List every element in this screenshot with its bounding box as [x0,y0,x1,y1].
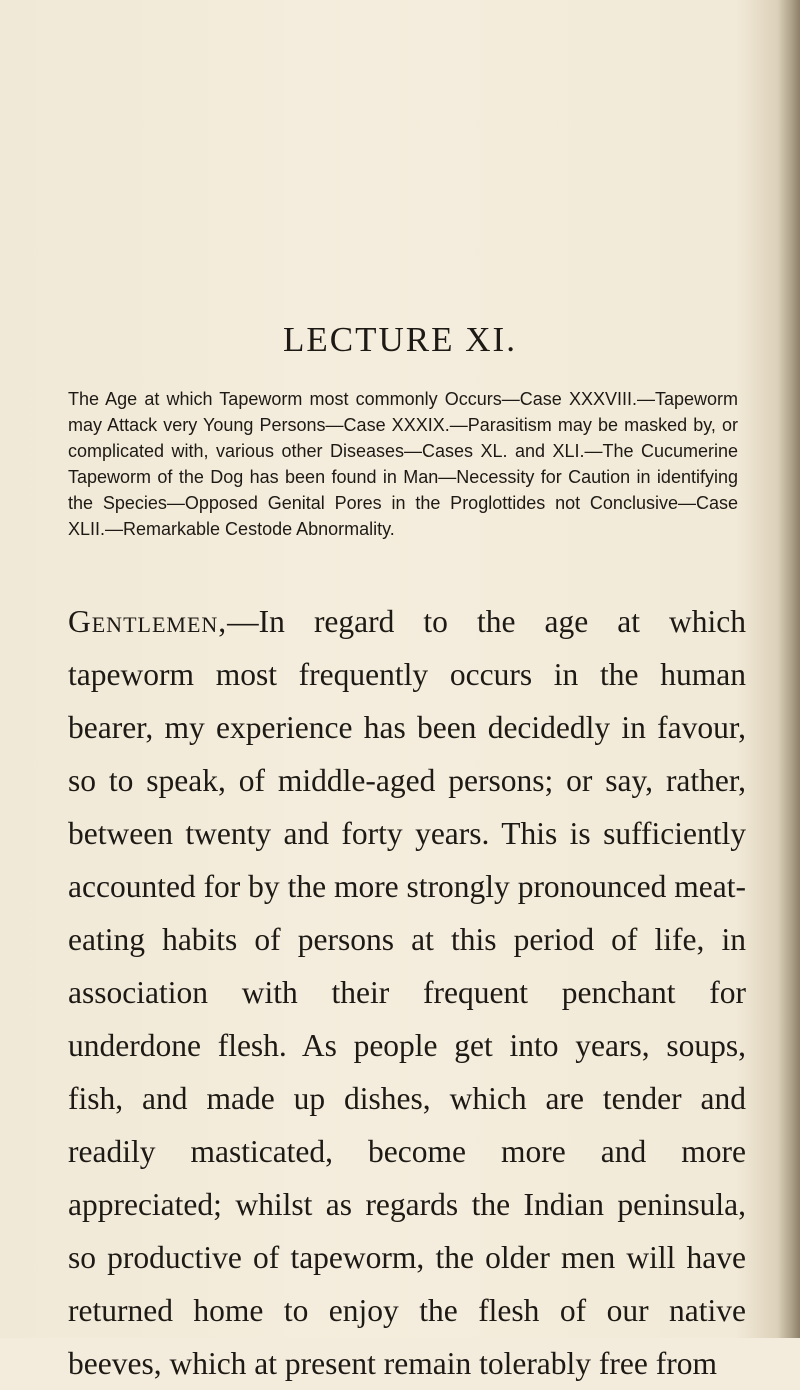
lecture-summary: The Age at which Tapeworm most commonly Occurs—Case XXXVIII.—Tapeworm may Attack very Young Persons—Case XXXIX.—Parasitism may be masked by, or complicated with, various other Diseases—Cases XL. and XLI.—The Cucumerine Tapeworm of the Dog has been found in Man—Necessity for Caution in identifying the Species—Opposed Genital Pores in the Proglottides not Conclusive—Case XLII.—Remarkable Cestode Abnormality. [68,389,738,539]
body-paragraph [68,595,746,1390]
lecture-heading: LECTURE XI. [283,320,517,359]
salutation: Gentlemen, [68,604,228,639]
body-text: —In regard to the age at which tapeworm most frequently occurs in the human bearer, my experience has been decidedly in favour, so to speak, of middle-aged persons; or say, rather, between twenty and forty years. This is sufficiently accounted for by the more strongly pronounced meat-eating habits of persons at this period of life, in association with their frequent penchant for underdone flesh. As people get into years, soups, fish, and made up dishes, which are tender and readily masticated, become more and more appreciated; whilst as regards the Indian peninsula, so productive of tapeworm, the older men will have returned home to enjoy the flesh of our native beeves, which at present remain tolerably free from [68,604,746,1381]
page-edge-shadow [778,0,800,1338]
